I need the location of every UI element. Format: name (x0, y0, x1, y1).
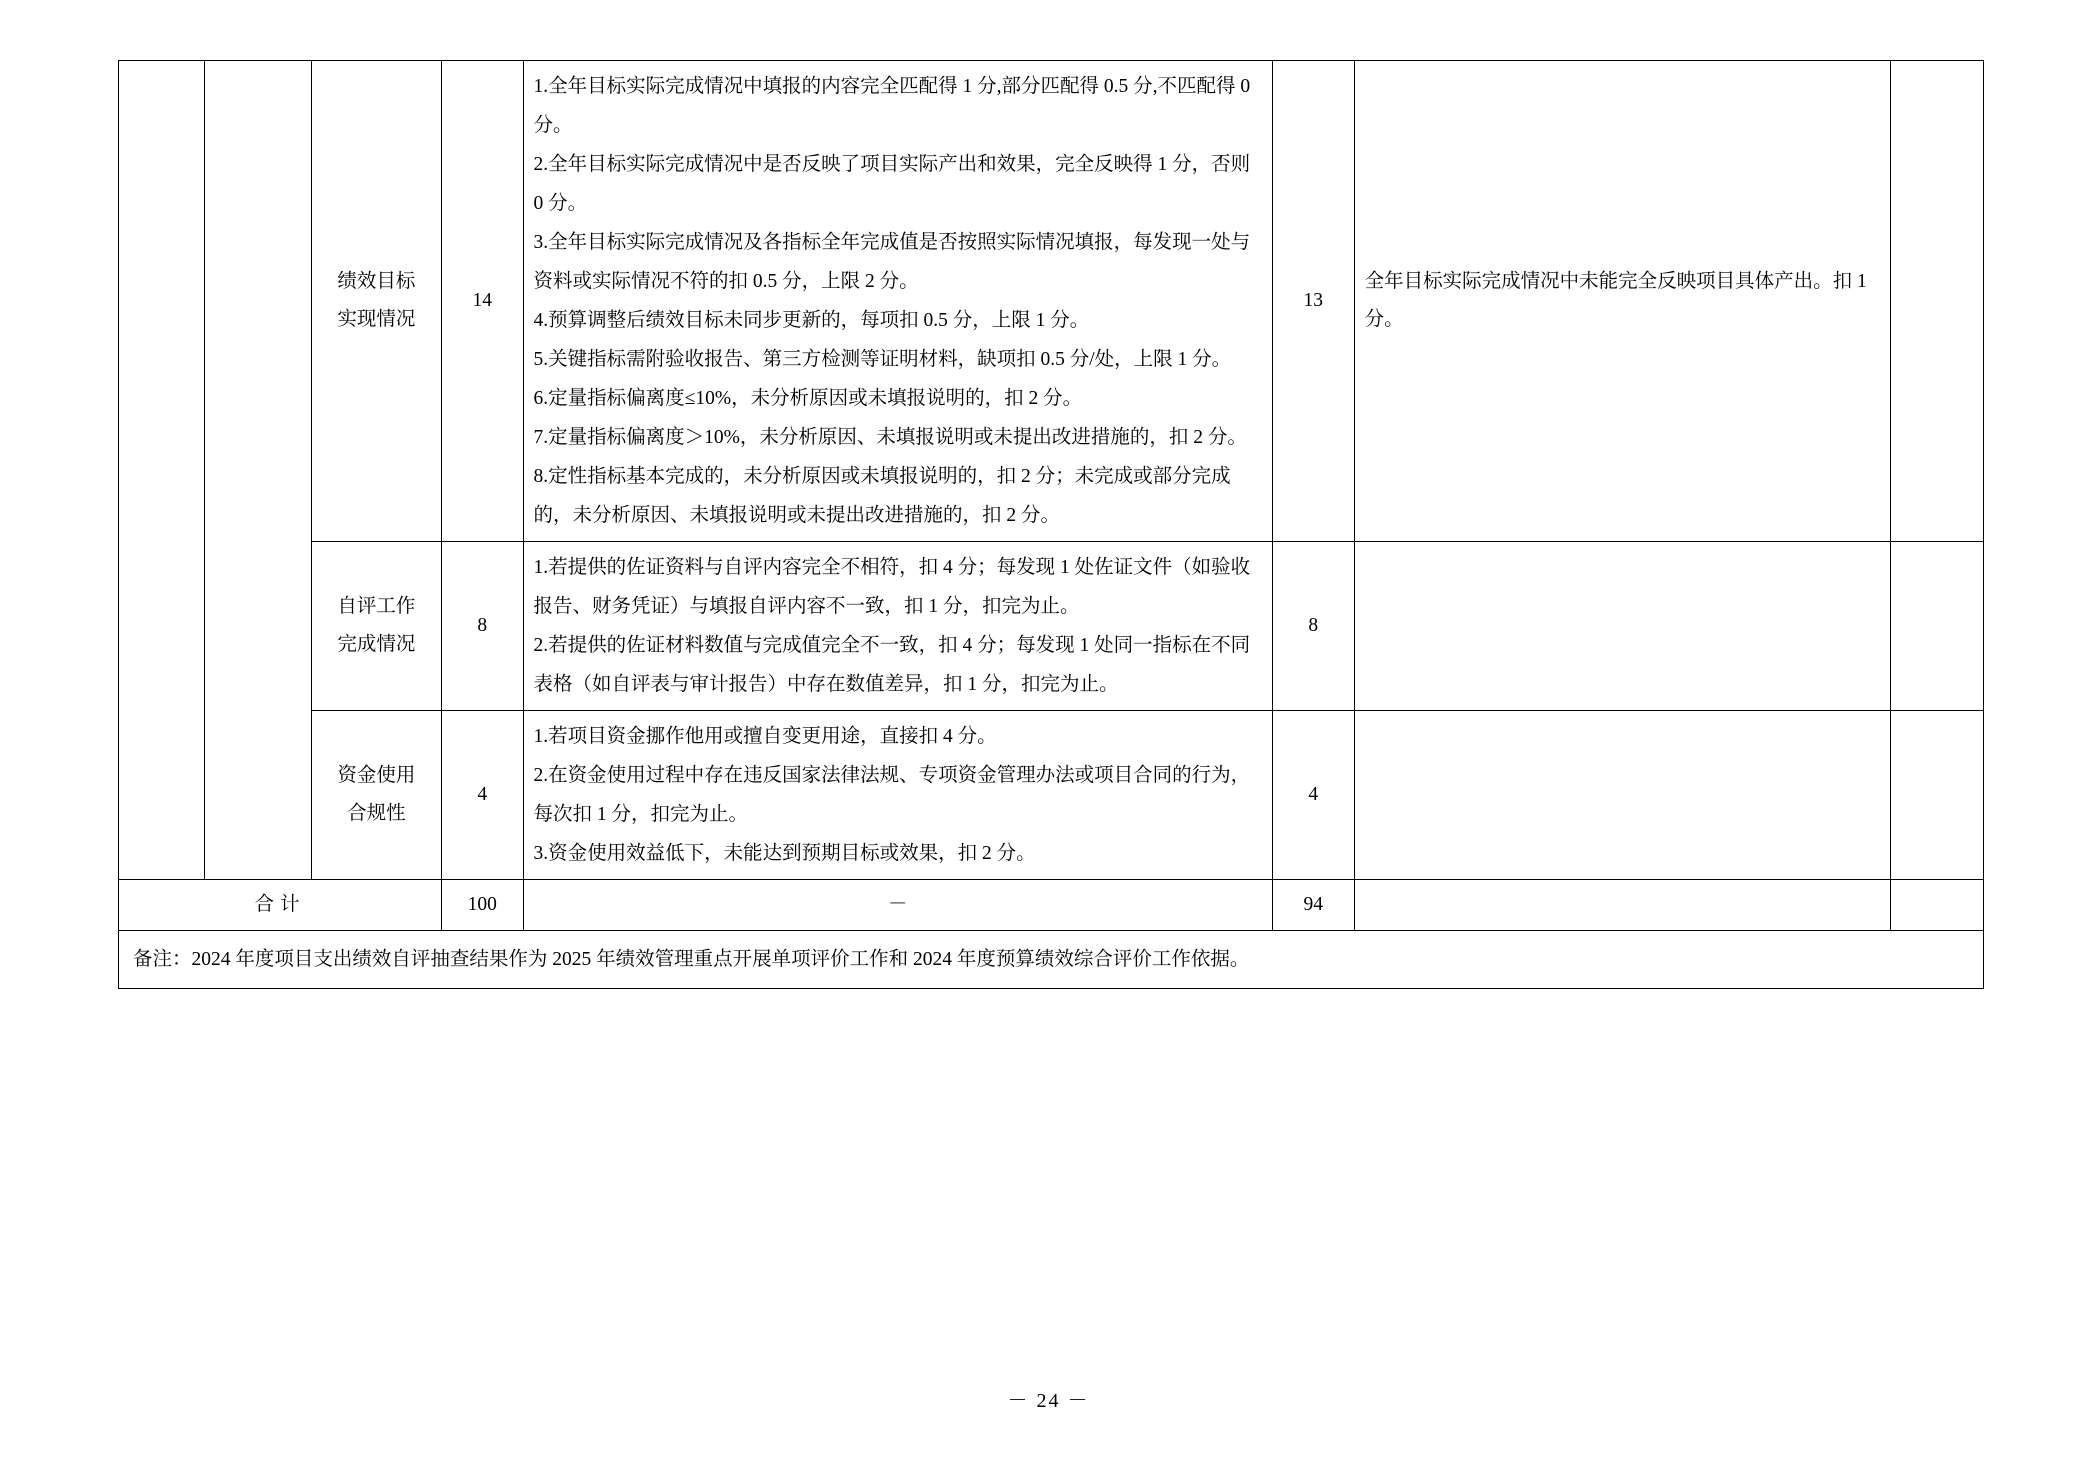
criteria-item: 5.关键指标需附验收报告、第三方检测等证明材料，缺项扣 0.5 分/处，上限 1 分。 (533, 349, 1232, 370)
cell-category-col1 (119, 61, 205, 880)
page-number: － 24 － (1007, 1390, 1090, 1412)
criteria-item: 6.定量指标偏离度≤10%，未分析原因或未填报说明的，扣 2 分。 (533, 388, 1083, 409)
criteria-item: 2.全年目标实际完成情况中是否反映了项目实际产出和效果，完全反映得 1 分，否则 0 分。 (533, 154, 1251, 214)
cell-extra-1 (1891, 61, 1984, 542)
criteria-item: 3.全年目标实际完成情况及各指标全年完成值是否按照实际情况填报，每发现一处与资料或实际情况不符的扣 0.5 分，上限 2 分。 (533, 232, 1251, 292)
performance-evaluation-table (118, 60, 1984, 989)
cell-actual-score-2: 8 (1273, 542, 1355, 711)
total-extra (1891, 880, 1984, 931)
remark-text: 备注：2024 年度项目支出绩效自评抽查结果作为 2025 年绩效管理重点开展单项评价工作和 2024 年度预算绩效综合评价工作依据。 (119, 931, 1984, 989)
total-label: 合计 (119, 880, 442, 931)
criteria-item: 4.预算调整后绩效目标未同步更新的，每项扣 0.5 分，上限 1 分。 (533, 310, 1090, 331)
cell-note-2 (1354, 542, 1891, 711)
table-remark-row (119, 931, 1984, 989)
criteria-item: 2.在资金使用过程中存在违反国家法律法规、专项资金管理办法或项目合同的行为，每次扣 1 分，扣完为止。 (533, 765, 1251, 825)
total-criteria-dash: － (523, 880, 1273, 931)
cell-actual-score-3: 4 (1273, 711, 1355, 880)
total-max-score: 100 (441, 880, 523, 931)
criteria-item: 1.全年目标实际完成情况中填报的内容完全匹配得 1 分,部分匹配得 0.5 分,不匹配得 0 分。 (533, 76, 1251, 136)
cell-max-score-3: 4 (441, 711, 523, 880)
cell-category-col2 (204, 61, 311, 880)
cell-extra-2 (1891, 542, 1984, 711)
table-row (119, 711, 1984, 880)
cell-actual-score-1: 13 (1273, 61, 1355, 542)
indicator-name-line1: 绩效目标 (337, 270, 416, 292)
cell-max-score-1: 14 (441, 61, 523, 542)
indicator-name-line1: 资金使用 (337, 764, 416, 786)
cell-indicator-name-2 (311, 542, 441, 711)
criteria-item: 1.若项目资金挪作他用或擅自变更用途，直接扣 4 分。 (533, 726, 997, 747)
indicator-name-line2: 实现情况 (337, 309, 416, 330)
table-total-row (119, 880, 1984, 931)
cell-max-score-2: 8 (441, 542, 523, 711)
criteria-item: 1.若提供的佐证资料与自评内容完全不相符，扣 4 分；每发现 1 处佐证文件（如验收报告、财务凭证）与填报自评内容不一致，扣 1 分，扣完为止。 (533, 557, 1251, 617)
cell-criteria-2 (523, 542, 1273, 711)
indicator-name-line2: 完成情况 (337, 634, 416, 655)
cell-indicator-name-1 (311, 61, 441, 542)
criteria-item: 7.定量指标偏离度＞10%，未分析原因、未填报说明或未提出改进措施的，扣 2 分。 (533, 427, 1247, 448)
cell-note-1: 全年目标实际完成情况中未能完全反映项目具体产出。扣 1 分。 (1354, 61, 1891, 542)
criteria-item: 8.定性指标基本完成的，未分析原因或未填报说明的，扣 2 分；未完成或部分完成的，未分析原因、未填报说明或未提出改进措施的，扣 2 分。 (533, 466, 1231, 526)
indicator-name-line1: 自评工作 (337, 595, 416, 617)
table-row (119, 542, 1984, 711)
cell-indicator-name-3 (311, 711, 441, 880)
total-note (1354, 880, 1891, 931)
table-row (119, 61, 1984, 542)
cell-note-3 (1354, 711, 1891, 880)
cell-extra-3 (1891, 711, 1984, 880)
cell-criteria-3 (523, 711, 1273, 880)
indicator-name-line2: 合规性 (347, 803, 406, 824)
total-actual-score: 94 (1273, 880, 1355, 931)
criteria-item: 3.资金使用效益低下，未能达到预期目标或效果，扣 2 分。 (533, 843, 1036, 864)
cell-criteria-1 (523, 61, 1273, 542)
criteria-item: 2.若提供的佐证材料数值与完成值完全不一致，扣 4 分；每发现 1 处同一指标在不同表格（如自评表与审计报告）中存在数值差异，扣 1 分，扣完为止。 (533, 635, 1251, 695)
